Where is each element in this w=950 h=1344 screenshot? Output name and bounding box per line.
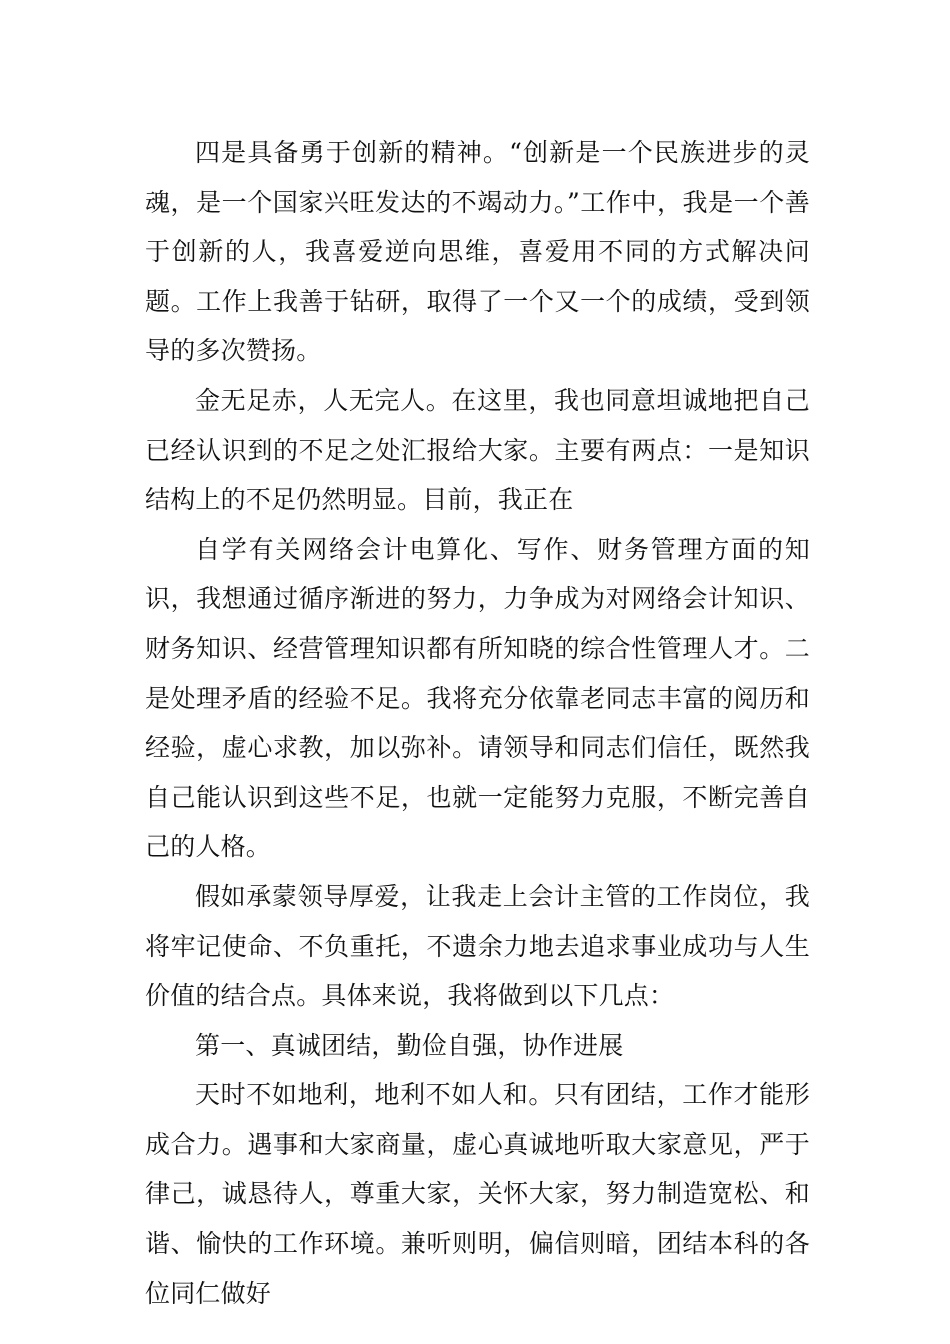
paragraph-harmony: 天时不如地利，地利不如人和。只有团结，工作才能形成合力。遇事和大家商量，虚心真诚地听取大家意见，严于律己，诚恳待人，尊重大家，关怀大家，努力制造宽松、和谐、愉快的工作环境。兼听则明，偏信则暗，团结本科的各位同仁做好 [145,1080,810,1308]
document-body [145,128,810,1318]
paragraph-self-study: 自学有关网络会计电算化、写作、财务管理方面的知识，我想通过循序渐进的努力，力争成为对网络会计知识、财务知识、经营管理知识都有所知晓的综合性管理人才。二是处理矛盾的经验不足。我将充分依靠老同志丰富的阅历和经验，虚心求教，加以弥补。请领导和同志们信任，既然我自己能认识到这些不足，也就一定能努力克服，不断完善自己的人格。 [145,534,810,862]
paragraph-innovation: 四是具备勇于创新的精神。“创新是一个民族进步的灵魂，是一个国家兴旺发达的不竭动力。”工作中，我是一个善于创新的人，我喜爱逆向思维，喜爱用不同的方式解决问题。工作上我善于钻研，取得了一个又一个的成绩，受到领导的多次赞扬。 [145,138,810,366]
paragraph-commitment: 假如承蒙领导厚爱，让我走上会计主管的工作岗位，我将牢记使命、不负重托，不遗余力地去追求事业成功与人生价值的结合点。具体来说，我将做到以下几点： [145,881,810,1011]
paragraph-shortcomings: 金无足赤，人无完人。在这里，我也同意坦诚地把自己已经认识到的不足之处汇报给大家。主要有两点：一是知识结构上的不足仍然明显。目前，我正在 [145,385,810,515]
section-heading-unity: 第一、真诚团结，勤俭自强，协作进展 [195,1030,624,1060]
